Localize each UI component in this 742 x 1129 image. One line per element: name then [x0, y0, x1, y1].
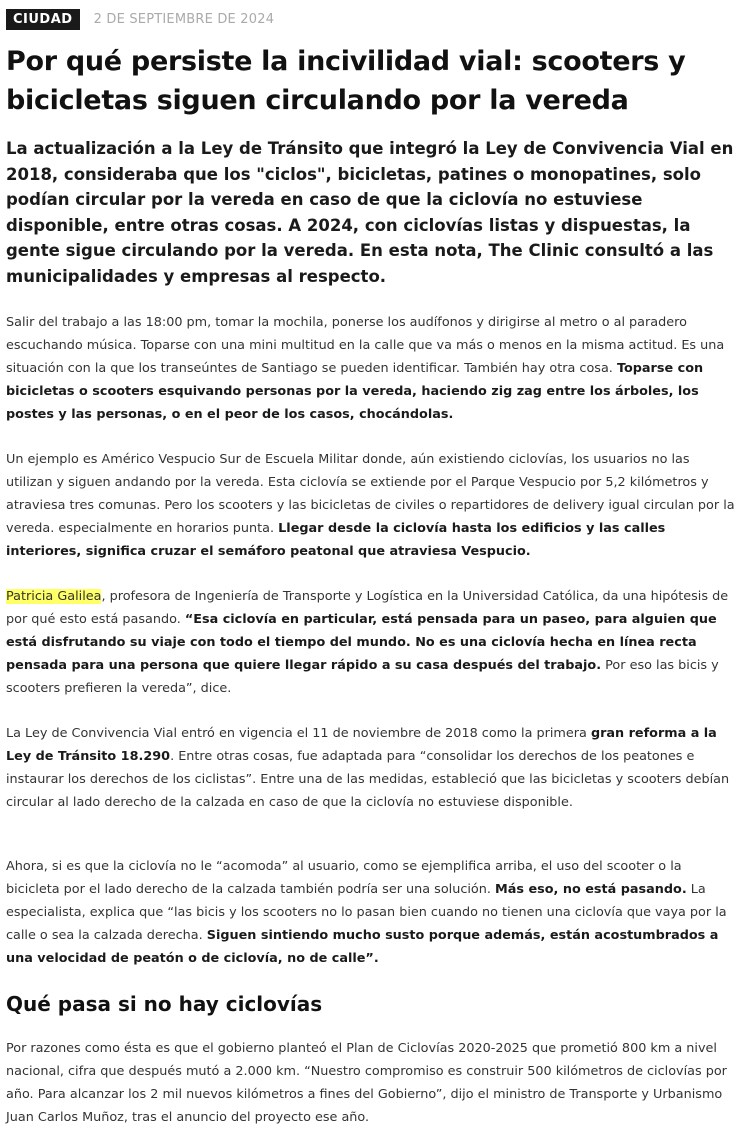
publish-date: 2 DE SEPTIEMBRE DE 2024	[93, 12, 275, 27]
paragraph-3: Patricia Galilea, profesora de Ingeniería de Transporte y Logística en la Universidad Católica, da una hipótesis de por qué esto está pasando. “Esa ciclovía en particular, está pensada para un paseo, para alguien que está disfrutando su viaje con todo el tiempo del mundo. No es una ciclovía hecha en línea recta pensada para una persona que quiere llegar rápido a su casa después del trabajo. Por eso las bicis y scooters prefieren la vereda”, dice.	[6, 589, 729, 696]
paragraph-6: Por razones como ésta es que el gobierno planteó el Plan de Ciclovías 2020-2025 que prometió 800 km a nivel nacional, cifra que después mutó a 2.000 km. “Nuestro compromiso es construir 500 kilómetros de ciclovías por año. Para alcanzar los 2 mil nuevos kilómetros a fines del Gobierno”, dijo el ministro de Transporte y Urbanismo Juan Carlos Muñoz, tras el anuncio del proyecto ese año.	[6, 1041, 727, 1125]
highlighted-name[interactable]: Patricia Galilea	[6, 589, 102, 604]
article-meta	[6, 9, 736, 30]
paragraph-4: La Ley de Convivencia Vial entró en vigencia el 11 de noviembre de 2018 como la primera gran reforma a la Ley de Tránsito 18.290. Entre otras cosas, fue adaptada para “consolidar los derechos de los peatones e instaurar los derechos de los ciclistas”. Entre una de las medidas, estableció que las bicicletas y scooters debían circular al lado derecho de la calzada en caso de que la ciclovía no estuviese disponible.	[6, 726, 730, 810]
paragraph-5: Ahora, si es que la ciclovía no le “acomoda” al usuario, como se ejemplifica arriba, el uso del scooter o la bicicleta por el lado derecho de la calzada también podría ser una solución. Más eso, no está pasando. La especialista, explica que “las bicis y los scooters no lo pasan bien cuando no tienen una ciclovía que vaya por la calle o sea la calzada derecha. Siguen sintiendo mucho susto porque además, están acostumbrados a una velocidad de peatón o de ciclovía, no de calle”.	[6, 859, 727, 966]
law-link: gran reforma a la Ley de Tránsito 18.290	[6, 726, 717, 764]
paragraph-2: Un ejemplo es Américo Vespucio Sur de Escuela Militar donde, aún existiendo ciclovías, los usuarios no las utilizan y siguen andando por la vereda. Esta ciclovía se extiende por el Parque Vespucio por 5,2 kilómetros y atraviesa tres comunas. Pero los scooters y las bicicletas de civiles o repartidores de delivery igual circulan por la vereda. especialmente en horarios punta. Llegar desde la ciclovía hasta los edificios y las calles interiores, significa cruzar el semáforo peatonal que atraviesa Vespucio.	[6, 452, 735, 559]
section-heading: Qué pasa si no hay ciclovías	[6, 992, 323, 1016]
article-lead: La actualización a la Ley de Tránsito que integró la Ley de Convivencia Vial en 2018, consideraba que los "ciclos", bicicletas, patines o monopatines, solo podían circular por la vereda en caso de que la ciclovía no estuviese disponible, entre otras cosas. A 2024, con ciclovías listas y dispuestas, la gente sigue circulando por la vereda. En esta nota, The Clinic consultó a las municipalidades y empresas al respecto.	[6, 139, 734, 286]
paragraph-1: Salir del trabajo a las 18:00 pm, tomar la mochila, ponerse los audífonos y dirigirse al metro o al paradero escuchando música. Toparse con una mini multitud en la calle que va más o menos en la misma actitud. Es una situación con la que los transeúntes de Santiago se pueden identificar. También hay otra cosa. Toparse con bicicletas o scooters esquivando personas por la vereda, haciendo zig zag entre los árboles, los postes y las personas, o en el peor de los casos, chocándolas.	[6, 315, 725, 422]
article	[0, 9, 742, 1129]
article-title: Por qué persiste la incivilidad vial: scooters y bicicletas siguen circulando por la vereda	[6, 46, 686, 116]
category-badge[interactable]: CIUDAD	[6, 9, 80, 30]
